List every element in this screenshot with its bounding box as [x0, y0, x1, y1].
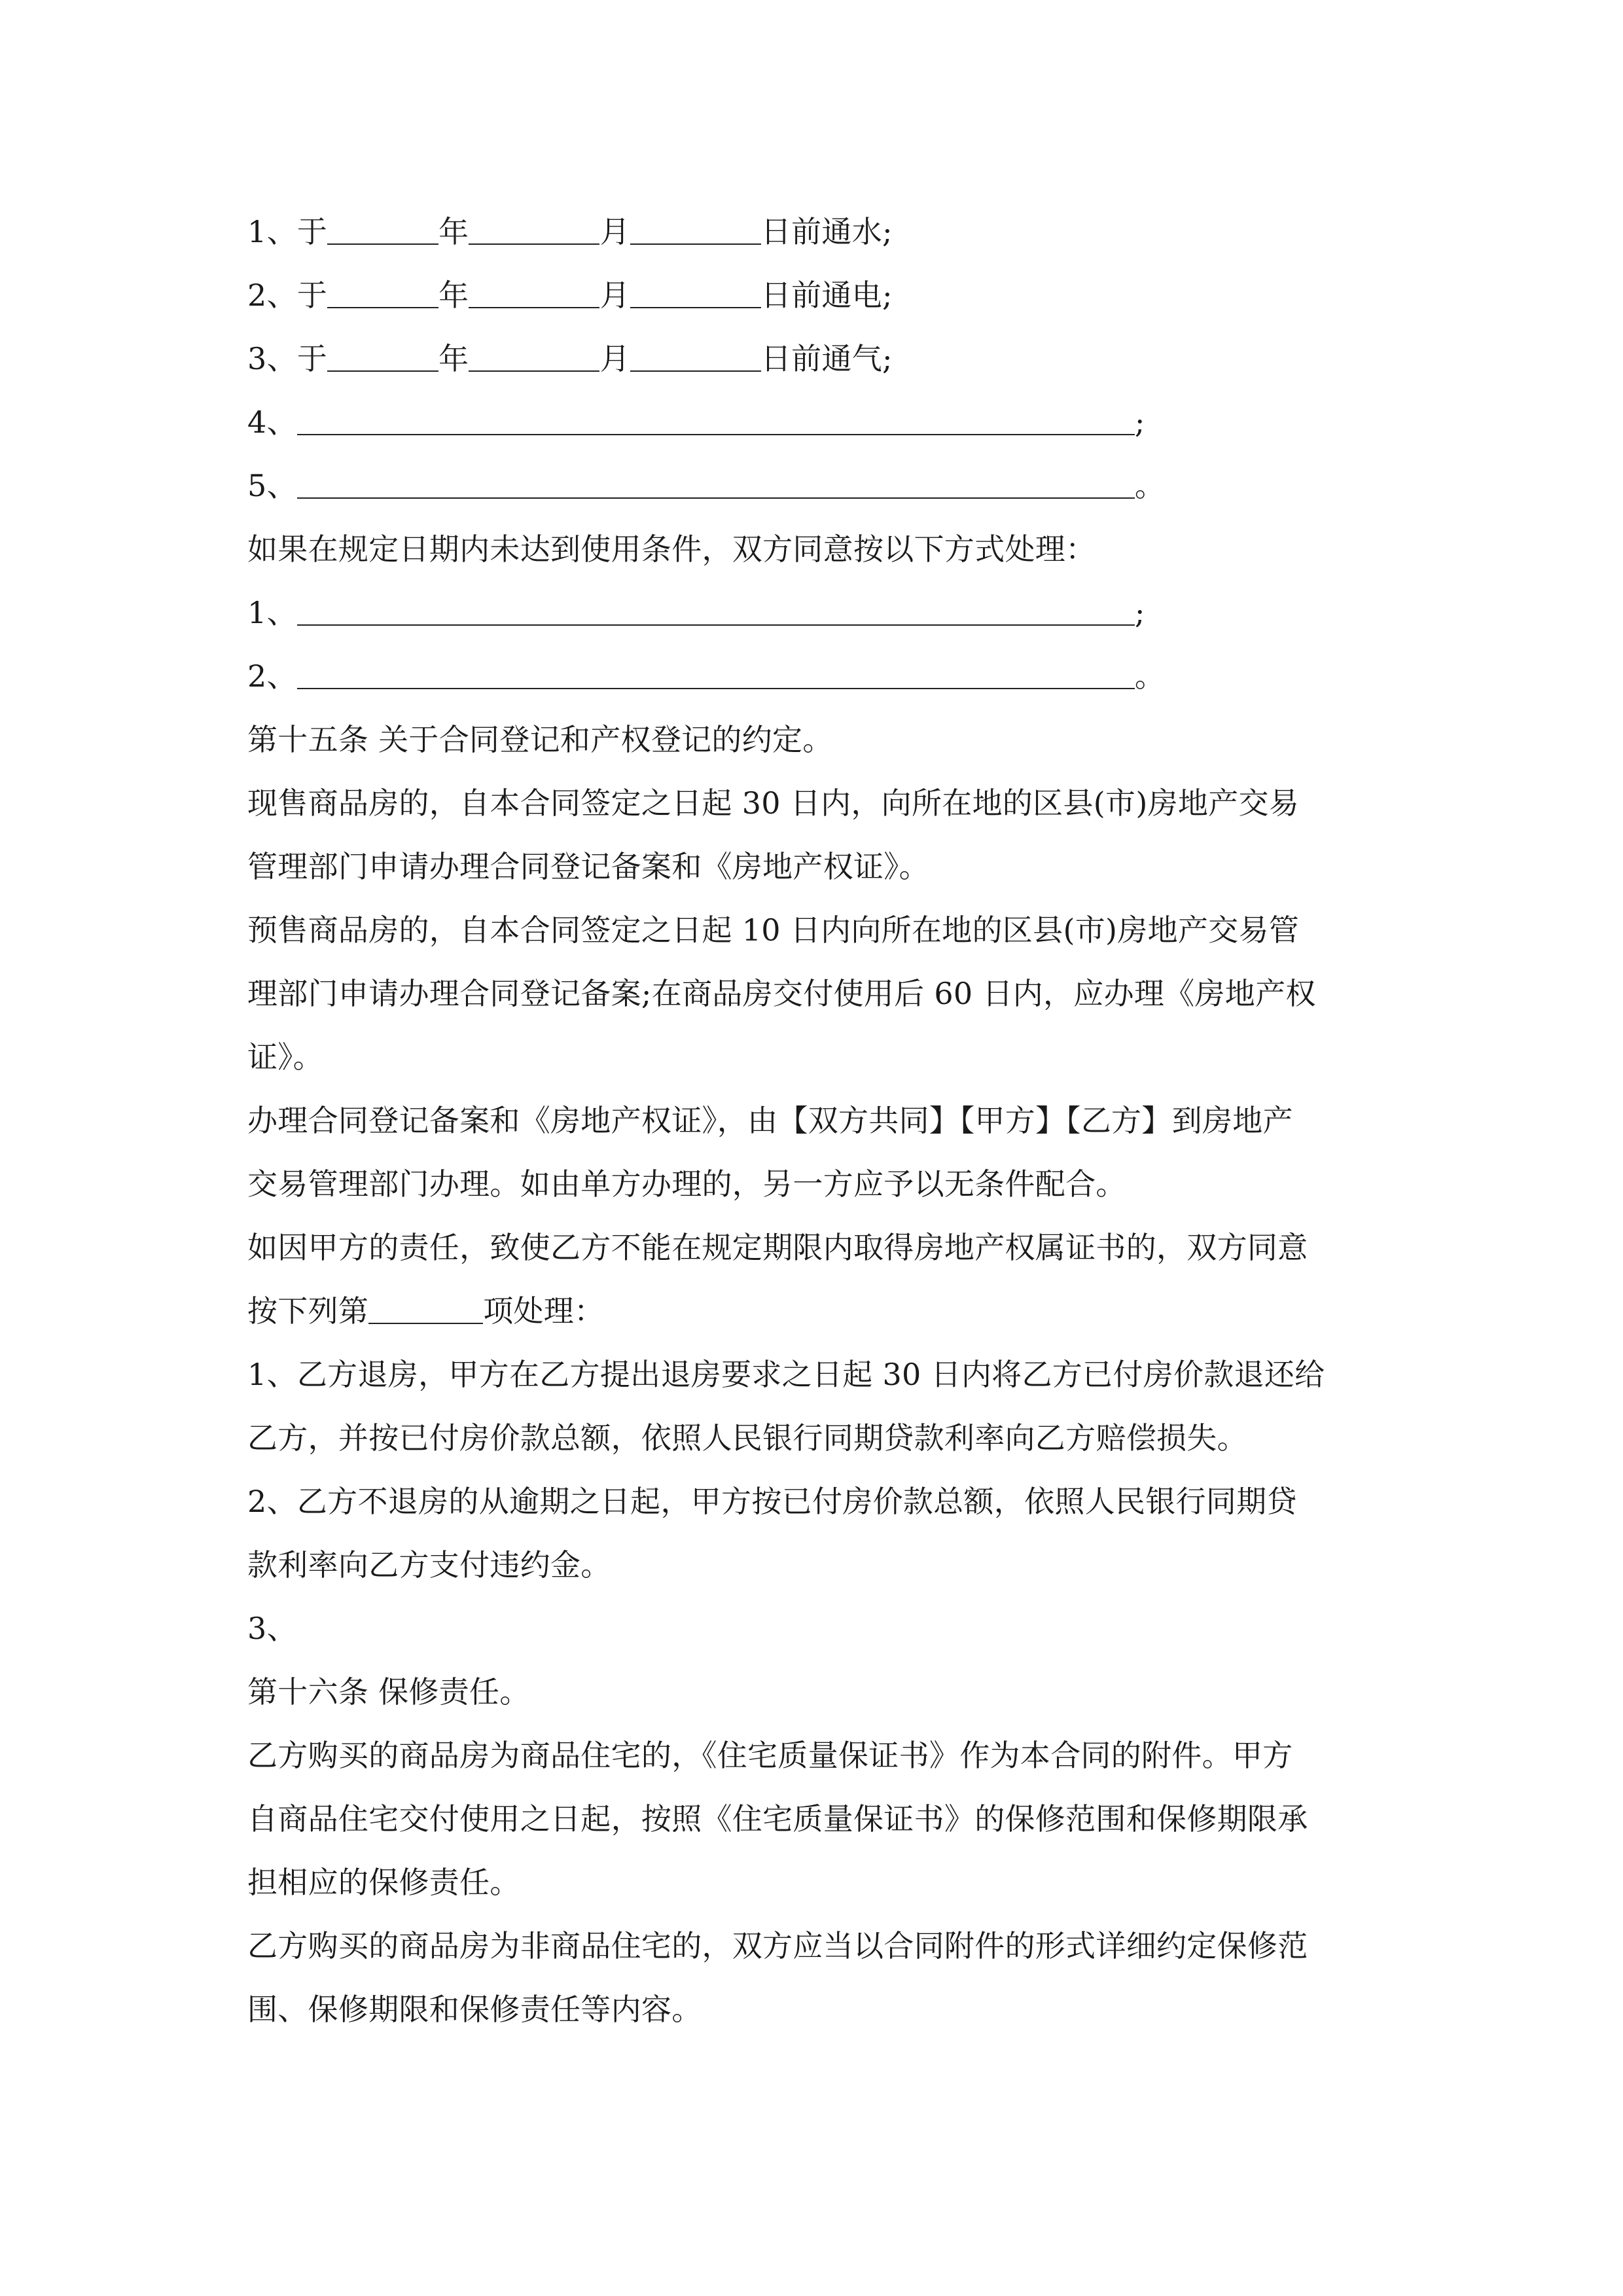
year-blank[interactable] — [327, 344, 438, 372]
month-blank[interactable] — [469, 344, 599, 372]
paragraph-line: 理部门申请办理合同登记备案;在商品房交付使用后 60 日内，应办理《房地产权 — [247, 976, 1316, 1011]
paragraph-line: 担相应的保修责任。 — [247, 1865, 520, 1900]
utility-power-line: 2、于 年 月 日前通电; — [247, 278, 893, 313]
paragraph-line: 如因甲方的责任，致使乙方不能在规定期限内取得房地产权属证书的，双方同意 — [247, 1230, 1308, 1265]
option-select-line: 按下列第 项处理： — [247, 1293, 605, 1329]
blank-item: 5、 。 — [247, 468, 1166, 503]
paragraph-line: 办理合同登记备案和《房地产权证》，由【双方共同】【甲方】【乙方】到房地产 — [247, 1103, 1293, 1138]
day-blank[interactable] — [630, 344, 761, 372]
blank-item: 1、 ; — [247, 595, 1145, 630]
year-blank[interactable] — [327, 217, 438, 245]
article-16-title: 第十六条 保修责任。 — [247, 1674, 530, 1710]
month-blank[interactable] — [469, 217, 599, 245]
option-1-line: 乙方，并按已付房价款总额，依照人民银行同期贷款利率向乙方赔偿损失。 — [247, 1420, 1247, 1456]
document-body — [247, 200, 1380, 2041]
fill-blank[interactable] — [297, 471, 1135, 499]
option-2-line: 款利率向乙方支付违约金。 — [247, 1547, 611, 1583]
paragraph-line: 管理部门申请办理合同登记备案和《房地产权证》。 — [247, 849, 929, 884]
option-2-line: 2、乙方不退房的从逾期之日起，甲方按已付房价款总额，依照人民银行同期贷 — [247, 1484, 1297, 1519]
failure-intro: 如果在规定日期内未达到使用条件，双方同意按以下方式处理： — [247, 531, 1096, 567]
utility-gas-line: 3、于 年 月 日前通气; — [247, 341, 893, 376]
article-15-title: 第十五条 关于合同登记和产权登记的约定。 — [247, 722, 833, 757]
fill-blank[interactable] — [297, 408, 1135, 435]
paragraph-line: 证》。 — [247, 1039, 323, 1075]
blank-item: 4、 ; — [247, 404, 1145, 440]
paragraph-line: 现售商品房的，自本合同签定之日起 30 日内，向所在地的区县(市)房地产交易 — [247, 785, 1300, 821]
paragraph-line: 预售商品房的，自本合同签定之日起 10 日内向所在地的区县(市)房地产交易管 — [247, 912, 1300, 948]
blank-item: 2、 。 — [247, 658, 1166, 694]
paragraph-line: 乙方购买的商品房为非商品住宅的，双方应当以合同附件的形式详细约定保修范 — [247, 1928, 1308, 1964]
month-blank[interactable] — [469, 281, 599, 308]
paragraph-line: 乙方购买的商品房为商品住宅的，《住宅质量保证书》作为本合同的附件。甲方 — [247, 1738, 1293, 1773]
paragraph-line: 自商品住宅交付使用之日起，按照《住宅质量保证书》的保修范围和保修期限承 — [247, 1801, 1308, 1837]
year-blank[interactable] — [327, 281, 438, 308]
fill-blank[interactable] — [297, 662, 1135, 689]
option-number-blank[interactable] — [368, 1297, 483, 1324]
paragraph-line: 交易管理部门办理。如由单方办理的，另一方应予以无条件配合。 — [247, 1166, 1126, 1202]
day-blank[interactable] — [630, 281, 761, 308]
fill-blank[interactable] — [297, 598, 1135, 626]
option-1-line: 1、乙方退房，甲方在乙方提出退房要求之日起 30 日内将乙方已付房价款退还给 — [247, 1357, 1325, 1392]
paragraph-line: 围、保修期限和保修责任等内容。 — [247, 1992, 702, 2027]
utility-water-line: 1、于 年 月 日前通水; — [247, 214, 893, 249]
option-3-line: 3、 — [247, 1611, 297, 1646]
day-blank[interactable] — [630, 217, 761, 245]
